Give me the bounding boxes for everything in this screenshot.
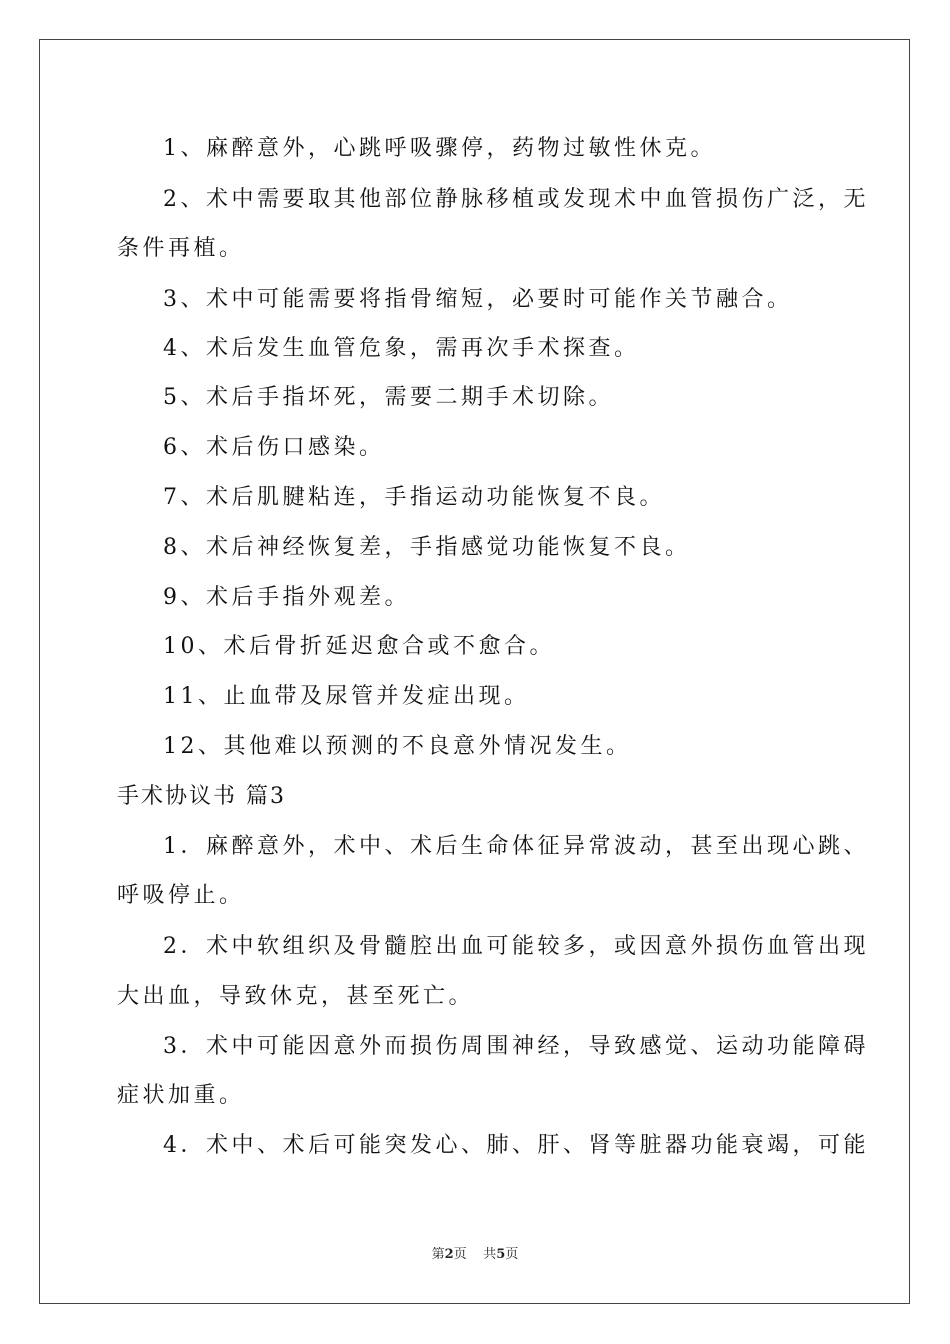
- section-heading: 手术协议书 篇3: [117, 784, 286, 809]
- list-item: 2、术中需要取其他部位静脉移植或发现术中血管损伤广泛，无: [163, 187, 869, 212]
- list-item: 1、麻醉意外，心跳呼吸骤停，药物过敏性休克。: [163, 136, 716, 161]
- list-item-continuation: 条件再植。: [117, 236, 245, 261]
- total-prefix: 共: [483, 1247, 497, 1262]
- list-item: 10、术后骨折延迟愈合或不愈合。: [163, 634, 555, 659]
- list-item: 9、术后手指外观差。: [163, 585, 410, 610]
- list-item-continuation: 大出血，导致休克，甚至死亡。: [117, 984, 475, 1009]
- list-item: 1．麻醉意外，术中、术后生命体征异常波动，甚至出现心跳、: [163, 834, 869, 859]
- list-item: 7、术后肌腱粘连，手指运动功能恢复不良。: [163, 485, 665, 510]
- list-item: 12、其他难以预测的不良意外情况发生。: [163, 734, 632, 759]
- list-item: 2．术中软组织及骨髓腔出血可能较多，或因意外损伤血管出现: [163, 934, 869, 959]
- page-border: [39, 39, 910, 1304]
- page-unit: 页: [453, 1247, 467, 1262]
- list-item-continuation: 呼吸停止。: [117, 883, 245, 908]
- total-unit: 页: [505, 1247, 519, 1262]
- page-footer: [0, 1246, 950, 1264]
- current-page-number: 2: [444, 1247, 454, 1262]
- list-item: 3．术中可能因意外而损伤周围神经，导致感觉、运动功能障碍: [163, 1034, 869, 1059]
- list-item: 6、术后伤口感染。: [163, 435, 385, 460]
- page-prefix: 第: [431, 1247, 445, 1262]
- list-item: 11、止血带及尿管并发症出现。: [163, 684, 530, 709]
- list-item: 3、术中可能需要将指骨缩短，必要时可能作关节融合。: [163, 287, 793, 312]
- total-page-number: 5: [496, 1247, 506, 1262]
- list-item: 8、术后神经恢复差，手指感觉功能恢复不良。: [163, 535, 691, 560]
- list-item-continuation: 症状加重。: [117, 1083, 245, 1108]
- list-item: 4、术后发生血管危象，需再次手术探查。: [163, 336, 640, 361]
- list-item: 5、术后手指坏死，需要二期手术切除。: [163, 385, 614, 410]
- list-item: 4．术中、术后可能突发心、肺、肝、肾等脏器功能衰竭，可能: [163, 1133, 869, 1158]
